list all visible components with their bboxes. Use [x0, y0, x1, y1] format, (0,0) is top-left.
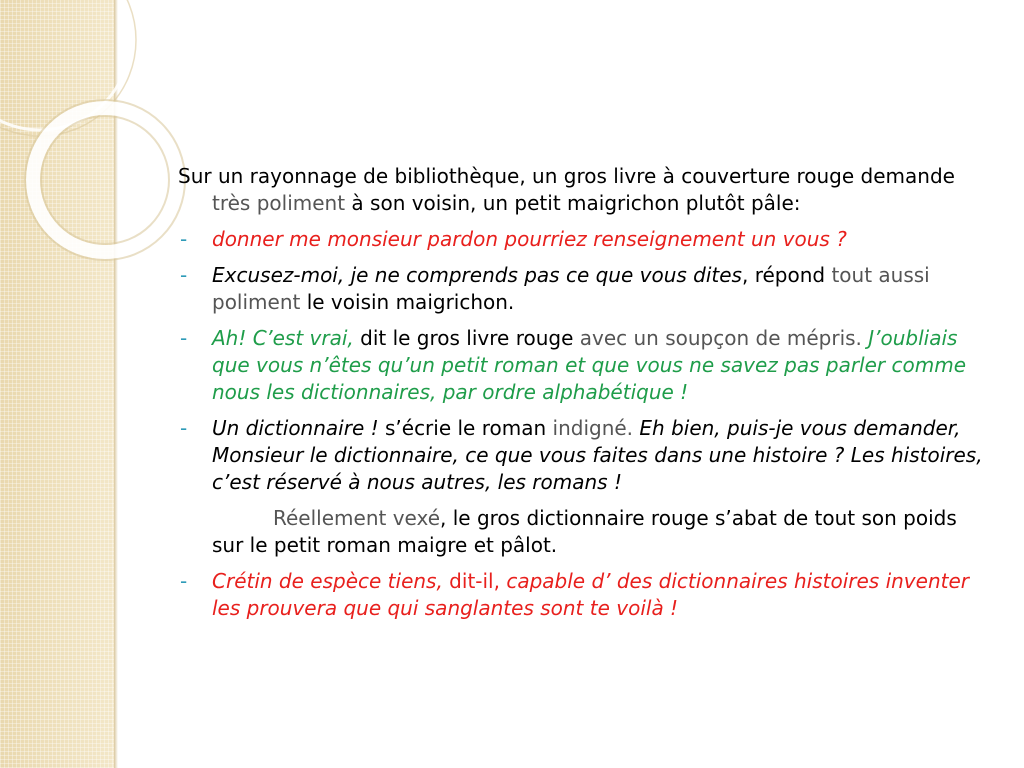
- paragraph-bullet-3: [178, 325, 988, 406]
- paragraph-bullet-4: [178, 415, 988, 496]
- thick-ring-inner-outline: [41, 116, 169, 244]
- intro-text-highlight: très poliment: [212, 191, 346, 215]
- intro-text-start: Sur un rayonnage de bibliothèque, un gros livre à couverture rouge demande: [178, 164, 955, 188]
- said-he-text: dit-il,: [442, 569, 507, 593]
- novel-narration: s’écrie le roman: [378, 416, 553, 440]
- paragraph-bullet-5: [178, 568, 988, 622]
- novel-quote: Eh bien, puis-je vous demander, Monsieur le dictionnaire, ce que vous faites dans une histoire ? Les histoires, c’est réservé à nous autres, les romans !: [212, 416, 983, 494]
- story-text: [178, 163, 988, 631]
- bullet-marker: -: [180, 263, 188, 287]
- reply-highlight: tout aussi poliment: [212, 263, 930, 314]
- vexed-highlight: Réellement vexé: [273, 506, 441, 530]
- thick-ring: [33, 108, 177, 252]
- cretin-quote: Crétin de espèce tiens,: [212, 569, 443, 593]
- bullet-marker: -: [180, 326, 188, 350]
- bullet-marker: -: [180, 569, 188, 593]
- intro-text-end: à son voisin, un petit maigrichon plutôt pâle:: [345, 191, 801, 215]
- reply-end: le voisin maigrichon.: [300, 290, 515, 314]
- reply-text: , répond: [741, 263, 832, 287]
- thick-ring-outline: [25, 100, 188, 260]
- ah-quote: Ah! C’est vrai,: [212, 326, 354, 350]
- vexed-narration: , le gros dictionnaire rouge s’abat de tout son poids sur le petit roman maigre et pâlot.: [212, 506, 957, 557]
- narration-text: dit le gros livre rouge: [353, 326, 580, 350]
- bullet-marker: -: [180, 227, 188, 251]
- alphabetical-quote: J’oubliais que vous n’êtes qu’un petit roman et que vous ne savez pas parler comme nous les dictionnaires, par ordre alphabétique !: [212, 326, 967, 404]
- excuse-quote: Excusez-moi, je ne comprends pas ce que vous dites: [212, 263, 742, 287]
- paragraph-bullet-1: [178, 226, 988, 253]
- paragraph-narration: [178, 505, 988, 559]
- novel-narration-highlight: indigné.: [552, 416, 634, 440]
- decorative-rings: [0, 0, 200, 300]
- bullet-marker: -: [180, 416, 188, 440]
- narration-highlight: avec un soupçon de mépris.: [579, 326, 862, 350]
- dictionary-exclamation: Un dictionnaire !: [212, 416, 379, 440]
- scrambled-final-quote: capable d’ des dictionnaires histoires inventer les prouvera que qui sanglantes sont te voilà !: [212, 569, 969, 620]
- paragraph-bullet-2: [178, 262, 988, 316]
- paragraph-intro: [178, 163, 988, 217]
- scrambled-question: donner me monsieur pardon pourriez renseignement un vous ?: [212, 227, 847, 251]
